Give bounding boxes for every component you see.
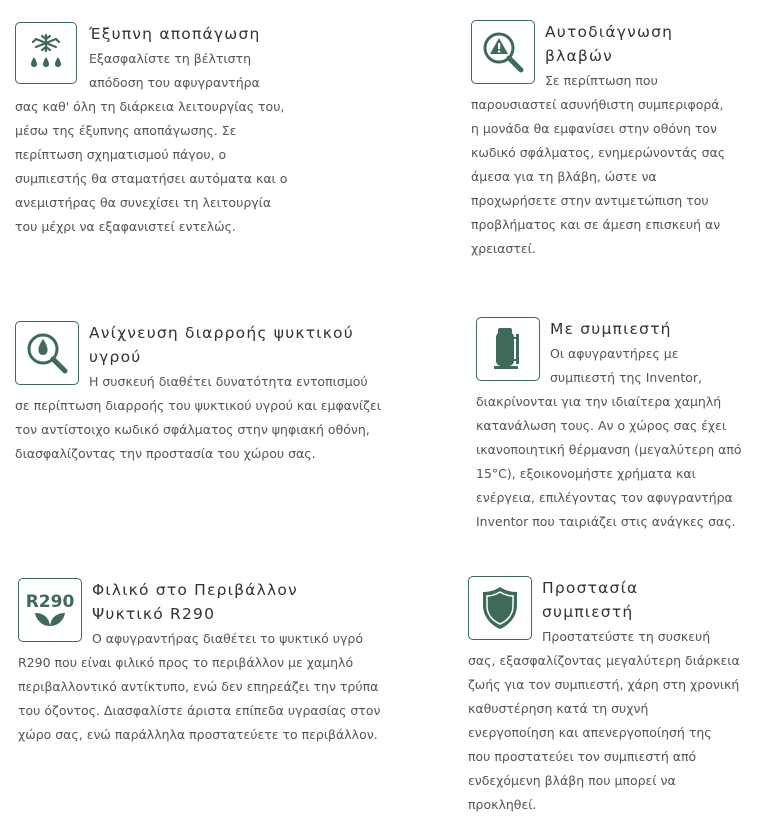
feature-title-line: Φιλικό στο Περιβάλλον: [92, 581, 298, 599]
desc-line: Εξασφαλίστε τη βέλτιστη: [89, 51, 251, 66]
desc-line: τον αντίστοιχο κωδικό σφάλματος στην ψηφιακή οθόνη,: [15, 422, 370, 437]
feature-compressor-protection: [468, 576, 768, 816]
desc-line: προκληθεί.: [468, 797, 537, 812]
desc-line: Ο αφυγραντήρας διαθέτει το ψυκτικό υγρό: [92, 631, 363, 646]
desc-line: ικανοποιητική θέρμανση (μεγαλύτερη από: [476, 442, 742, 457]
desc-line: ζωής για τον συμπιεστή, χάρη στη χρονική: [468, 677, 740, 692]
feature-description: [15, 47, 287, 239]
desc-line: Προστατεύστε τη συσκευή: [542, 629, 711, 644]
desc-line: ενέργεια, επιλέγοντας τον αφυγραντήρα: [476, 490, 733, 505]
desc-line: περιβαλλοντικό αντίκτυπο, ενώ δεν επηρεάζει την τρύπα: [18, 679, 379, 694]
feature-title-line: υγρού: [89, 348, 142, 366]
feature-title-line: συμπιεστή: [542, 603, 634, 621]
feature-description: [15, 370, 381, 466]
feature-title: [89, 22, 261, 46]
desc-line: προχωρήσετε στην αντιμετώπιση του: [471, 193, 709, 208]
feature-description: [468, 625, 740, 817]
desc-line: απόδοση του αφυγραντήρα: [89, 75, 260, 90]
desc-line: R290 που είναι φιλικό προς το περιβάλλον με χαμηλό: [18, 655, 354, 670]
desc-line: χρειαστεί.: [471, 241, 536, 256]
feature-compressor: [476, 317, 776, 537]
feature-title-line: Ανίχνευση διαρροής ψυκτικού: [89, 324, 354, 342]
desc-line: καθυστέρηση κατά τη συχνή: [468, 701, 649, 716]
leaf-icon: [33, 611, 67, 627]
feature-title-line: βλαβών: [545, 47, 614, 65]
feature-title: [89, 321, 354, 369]
desc-line: σας, εξασφαλίζοντας μεγαλύτερη διάρκεια: [468, 653, 740, 668]
desc-line: ενεργοποίηση και απενεργοποίησή της: [468, 725, 712, 740]
desc-line: του μέχρι να εξαφανιστεί εντελώς.: [15, 219, 236, 234]
desc-line: σε περίπτωση διαρροής του ψυκτικού υγρού και εμφανίζει: [15, 398, 381, 413]
desc-line: σας καθ' όλη τη διάρκεια λειτουργίας του,: [15, 99, 285, 114]
feature-title-line: Προστασία: [542, 579, 639, 597]
feature-self-diagnosis: [471, 20, 771, 270]
feature-description: [476, 342, 742, 534]
feature-smart-defrost: [15, 22, 315, 242]
desc-line: Inventor που ταιριάζει στις ανάγκες σας.: [476, 514, 736, 529]
desc-line: η μονάδα θα εμφανίσει στην οθόνη τον: [471, 121, 718, 136]
feature-title-line: Αυτοδιάγνωση: [545, 23, 674, 41]
desc-line: συμπιεστής θα σταματήσει αυτόματα και ο: [15, 171, 288, 186]
feature-title: [92, 578, 298, 626]
desc-line: ενδεχόμενη βλάβη που μπορεί να: [468, 773, 676, 788]
feature-title: [542, 576, 638, 624]
desc-line: περίπτωση σχηματισμού πάγου, ο: [15, 147, 227, 162]
desc-line: 15°C), εξοικονομήστε χρήματα και: [476, 466, 696, 481]
desc-line: διασφαλίζοντας την προστασία του χώρου σας.: [15, 446, 316, 461]
desc-line: διακρίνονται για την ιδιαίτερα χαμηλή: [476, 394, 722, 409]
desc-line: Σε περίπτωση που: [545, 73, 658, 88]
desc-line: συμπιεστή της Inventor,: [550, 370, 703, 385]
feature-description: [18, 627, 380, 747]
desc-line: χώρο σας, ενώ παράλληλα προστατεύετε το περιβάλλον.: [18, 727, 378, 742]
feature-title: [545, 20, 673, 68]
desc-line: που προστατεύει τον συμπιεστή από: [468, 749, 697, 764]
desc-line: προβλήματος και σε άμεση επισκευή αν: [471, 217, 721, 232]
feature-r290: [18, 578, 398, 758]
feature-title-line: Ψυκτικό R290: [92, 605, 216, 623]
r290-label: R290: [25, 592, 75, 612]
desc-line: ανεμιστήρας θα συνεχίσει τη λειτουργία: [15, 195, 272, 210]
feature-title-line: Έξυπνη αποπάγωση: [89, 25, 261, 43]
desc-line: παρουσιαστεί ασυνήθιστη συμπεριφορά,: [471, 97, 724, 112]
feature-description: [471, 69, 725, 261]
desc-line: άμεσα για τη βλάβη, ώστε να: [471, 169, 657, 184]
desc-line: μέσω της έξυπνης αποπάγωσης. Σε: [15, 123, 237, 138]
feature-leak-detection: [15, 321, 395, 471]
desc-line: κατανάλωση τους. Αν ο χώρος σας έχει: [476, 418, 727, 433]
desc-line: Η συσκευή διαθέτει δυνατότητα εντοπισμού: [89, 374, 368, 389]
feature-title: [550, 317, 672, 341]
feature-title-line: Με συμπιεστή: [550, 320, 672, 338]
desc-line: κωδικό σφάλματος, ενημερώνοντάς σας: [471, 145, 726, 160]
desc-line: Οι αφυγραντήρες με: [550, 346, 679, 361]
desc-line: του όζοντος. Διασφαλίστε άριστα επίπεδα υγρασίας στον: [18, 703, 381, 718]
